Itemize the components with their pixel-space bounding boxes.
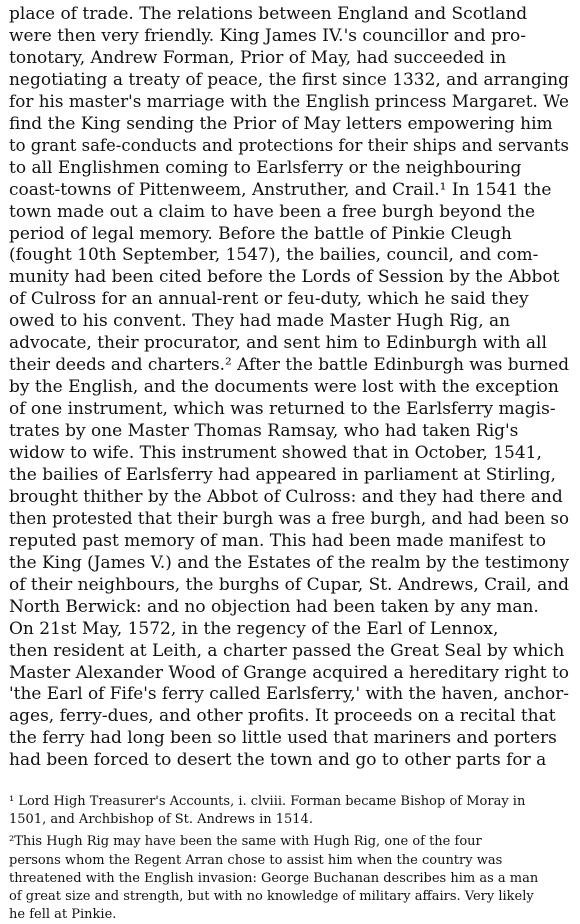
body-line: town made out a claim to have been a free burgh beyond the — [9, 201, 536, 222]
body-line: of one instrument, which was returned to the Earlsferry magis- — [9, 399, 556, 420]
footnote-2-line: threatened with the English invasion: George Buchanan describes him as a man — [9, 870, 539, 886]
body-line: the ferry had long been so little used that mariners and porters — [9, 728, 557, 749]
body-line: to all Englishmen coming to Earlsferry or the neighbouring — [9, 157, 522, 178]
body-line: the bailies of Earlsferry had appeared in parliament at Stirling, — [9, 464, 556, 485]
body-line: munity had been cited before the Lords of Session by the Abbot — [9, 267, 560, 288]
body-line: widow to wife. This instrument showed that in October, 1541, — [9, 443, 542, 463]
body-line: then resident at Leith, a charter passed the Great Seal by which — [9, 640, 565, 661]
body-line: find the King sending the Prior of May letters empowering him — [9, 113, 553, 134]
footnote-1-line: ¹ Lord High Treasurer's Accounts, i. clviii. Forman became Bishop of Moray in — [9, 794, 526, 809]
body-line: to grant safe-conducts and protections for their ships and servants — [9, 135, 569, 156]
footnote-2-line: he fell at Pinkie. — [9, 907, 117, 923]
body-line: then protested that their burgh was a free burgh, and had been so — [9, 508, 569, 529]
body-line: 'the Earl of Fife's ferry called Earlsferry,' with the haven, anchor- — [9, 684, 569, 705]
body-line: trates by one Master Thomas Ramsay, who had taken Rig's — [9, 421, 519, 442]
body-line: period of legal memory. Before the battle of Pinkie Cleugh — [9, 223, 512, 244]
body-line: (fought 10th September, 1547), the bailies, council, and com- — [9, 245, 539, 266]
body-line: negotiating a treaty of peace, the first since 1332, and arranging — [9, 69, 570, 90]
footnote-2-line: of great size and strength, but with no knowledge of military affairs. Very likely — [9, 889, 534, 904]
body-line: of their neighbours, the burghs of Cupar, St. Andrews, Crail, and — [9, 574, 570, 595]
body-line: brought thither by the Abbot of Culross: and they had there and — [9, 486, 563, 507]
body-line: by the English, and the documents were lost with the exception — [9, 377, 559, 398]
body-line: advocate, their procurator, and sent him to Edinburgh with all — [9, 333, 547, 354]
body-line: of Culross for an annual-rent or feu-duty, which he said they — [9, 289, 529, 310]
footnote-2-line: ²This Hugh Rig may have been the same with Hugh Rig, one of the four — [9, 834, 482, 850]
body-line: owed to his convent. They had made Master Hugh Rig, an — [9, 311, 511, 332]
body-line: had been forced to desert the town and go to other parts for a — [9, 750, 547, 771]
body-line: Master Alexander Wood of Grange acquired a hereditary right to — [9, 662, 569, 683]
body-line: ages, ferry-dues, and other profits. It proceeds on a recital that — [9, 706, 556, 727]
footnote-2-line: persons whom the Regent Arran chose to assist him when the country was — [9, 852, 503, 868]
body-line: place of trade. The relations between England and Scotland — [9, 4, 528, 24]
body-line: their deeds and charters.² After the battle Edinburgh was burned — [9, 355, 569, 376]
body-line: reputed past memory of man. This had been made manifest to — [9, 530, 546, 551]
body-line: coast-towns of Pittenweem, Anstruther, and Crail.¹ In 1541 the — [9, 179, 552, 200]
body-line: tonotary, Andrew Forman, Prior of May, had succeeded in — [9, 47, 507, 68]
footnote-1-line: 1501, and Archbishop of St. Andrews in 1514. — [9, 812, 313, 828]
body-line: North Berwick: and no objection had been taken by any man. — [9, 596, 539, 617]
body-line: for his master's marriage with the English princess Margaret. We — [9, 91, 569, 112]
body-line: were then very friendly. King James IV.'s councillor and pro- — [9, 25, 526, 46]
body-line: On 21st May, 1572, in the regency of the Earl of Lennox, — [9, 618, 499, 639]
body-line: the King (James V.) and the Estates of the realm by the testimony — [9, 552, 569, 573]
